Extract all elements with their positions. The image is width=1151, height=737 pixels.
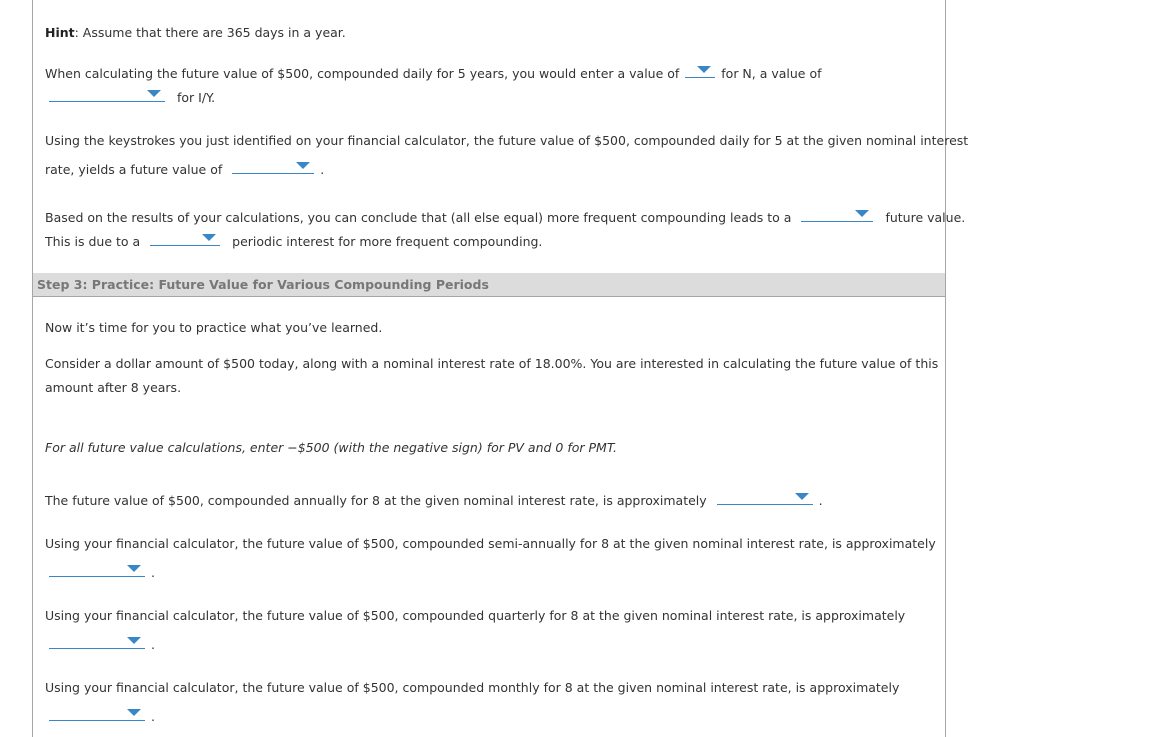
instruction-text: For all future value calculations, enter −$500 (with the negative sign) for PV and 0 for PMT. bbox=[45, 440, 617, 455]
fv-semi-answer-line bbox=[49, 560, 155, 581]
q3-text-2: future value. bbox=[885, 210, 966, 225]
chevron-down-icon bbox=[795, 493, 809, 500]
chevron-down-icon bbox=[855, 210, 869, 217]
fv-annual-line bbox=[45, 488, 823, 509]
step3-title: Step 3: Practice: Future Value for Various Compounding Periods bbox=[37, 277, 489, 292]
intro-text-1: Now it’s time for you to practice what you’ve learned. bbox=[45, 320, 383, 335]
hint-line bbox=[45, 25, 346, 41]
intro-line-3 bbox=[45, 380, 181, 396]
fv-annual-text: The future value of $500, compounded annually for 8 at the given nominal interest rate, is approximately bbox=[45, 493, 707, 508]
fv-quarterly-answer-line bbox=[49, 632, 155, 653]
fv-semi-text: Using your financial calculator, the future value of $500, compounded semi-annually for 8 at the given nominal interest rate, is approximately bbox=[45, 536, 936, 551]
q1-text-1: When calculating the future value of $500, compounded daily for 5 years, you would enter a value of bbox=[45, 66, 680, 81]
fv-quarterly-dropdown[interactable] bbox=[49, 632, 145, 649]
chevron-down-icon bbox=[127, 637, 141, 644]
q2-period: . bbox=[320, 162, 325, 177]
hint-label: Hint bbox=[45, 25, 75, 40]
instruction-line bbox=[45, 440, 617, 456]
q3-text-4: periodic interest for more frequent compounding. bbox=[232, 234, 543, 249]
fv-semi-period: . bbox=[150, 565, 155, 580]
chevron-down-icon bbox=[127, 565, 141, 572]
q2-line-1 bbox=[45, 133, 968, 149]
fv-quarterly-period: . bbox=[150, 637, 155, 652]
q1-line-1 bbox=[45, 61, 822, 82]
chevron-down-icon bbox=[296, 162, 310, 169]
iy-value-dropdown[interactable] bbox=[49, 85, 165, 102]
q1-line-2 bbox=[49, 85, 215, 106]
chevron-down-icon bbox=[147, 90, 161, 97]
fv-monthly-period: . bbox=[150, 709, 155, 724]
q1-text-2: for N, a value of bbox=[721, 66, 822, 81]
q2-text-1: Using the keystrokes you just identified on your financial calculator, the future value of $500, compounded daily for 5 at the given nominal interest bbox=[45, 133, 969, 148]
compounding-effect-dropdown[interactable] bbox=[801, 205, 873, 222]
fv-annual-dropdown[interactable] bbox=[717, 488, 813, 505]
q3-line-1 bbox=[45, 205, 965, 226]
fv-quarterly-line bbox=[45, 608, 905, 624]
intro-text-3: amount after 8 years. bbox=[45, 380, 182, 395]
q2-text-2: rate, yields a future value of bbox=[45, 162, 223, 177]
hint-text: : Assume that there are 365 days in a year. bbox=[74, 25, 346, 40]
fv-annual-period: . bbox=[818, 493, 823, 508]
chevron-down-icon bbox=[202, 234, 216, 241]
q3-text-1: Based on the results of your calculations, you can conclude that (all else equal) more frequent compounding leads to a bbox=[45, 210, 792, 225]
q1-text-3: for I/Y. bbox=[176, 90, 216, 105]
intro-line-2 bbox=[45, 356, 938, 372]
step3-header bbox=[33, 273, 945, 297]
n-value-dropdown[interactable] bbox=[685, 61, 715, 78]
fv-monthly-answer-line bbox=[49, 704, 155, 725]
daily-fv-dropdown[interactable] bbox=[232, 157, 314, 174]
q3-line-2 bbox=[45, 229, 542, 250]
chevron-down-icon bbox=[127, 709, 141, 716]
fv-monthly-dropdown[interactable] bbox=[49, 704, 145, 721]
q2-line-2 bbox=[45, 157, 324, 178]
q3-text-3: This is due to a bbox=[45, 234, 141, 249]
intro-line-1 bbox=[45, 320, 382, 336]
fv-quarterly-text: Using your financial calculator, the future value of $500, compounded quarterly for 8 at the given nominal interest rate, is approximately bbox=[45, 608, 906, 623]
periodic-interest-dropdown[interactable] bbox=[150, 229, 220, 246]
fv-monthly-text: Using your financial calculator, the future value of $500, compounded monthly for 8 at the given nominal interest rate, is approximately bbox=[45, 680, 900, 695]
fv-monthly-line bbox=[45, 680, 899, 696]
fv-semi-line bbox=[45, 536, 936, 552]
fv-semi-dropdown[interactable] bbox=[49, 560, 145, 577]
question-panel bbox=[32, 0, 969, 737]
intro-text-2: Consider a dollar amount of $500 today, along with a nominal interest rate of 18.00%. You are interested in calculating the future value of this bbox=[45, 356, 939, 371]
chevron-down-icon bbox=[697, 66, 711, 73]
